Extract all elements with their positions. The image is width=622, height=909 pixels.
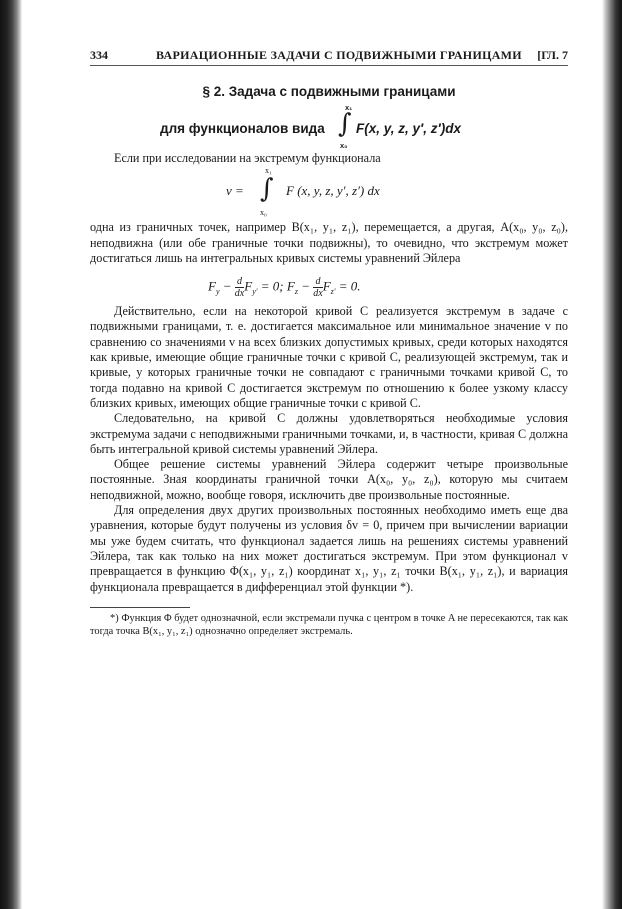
chapter-label: [ГЛ. 7 [537,48,568,62]
euler-eq2: = 0. [335,278,361,294]
subtitle-upper-limit: x₁ [345,103,353,112]
euler-sub4: z′ [330,287,336,297]
formula-lower-limit: x₀ [260,208,267,218]
fraction-numerator: d [313,276,322,288]
book-page [90,48,568,638]
running-title: ВАРИАЦИОННЫЕ ЗАДАЧИ С ПОДВИЖНЫМИ ГРАНИЦАМИ [156,48,522,62]
functional-formula [90,166,568,218]
euler-F4: F [322,278,331,294]
subtitle-integrand: F(x, y, z, y′, z′)dx [356,121,461,136]
header-rule [90,65,568,66]
subtitle-text: для функционалов вида [160,121,325,136]
formula-upper-limit: x₁ [265,166,272,176]
footnote: *) Функция Φ будет однозначной, если экстремали пучка с центром в точке A не пересекаются, так как тогда точка B(x₁, y₁, z₁) однозначно определяет экстремаль. [90,612,568,638]
formula-integrand: F (x, y, z, y′, z′) dx [286,183,380,199]
paragraph-1: Если при исследовании на экстремум функционала [114,151,381,165]
euler-sub1: y [215,287,220,297]
paragraph-4: Следовательно, на кривой C должны удовлетворяться необходимые условия экстремума задачи с неподвижными граничными точками, и, в частности, кривая C должна быть интегральной кривой системы уравнений Эйлера. [90,411,568,456]
subtitle-lower-limit: x₀ [340,141,348,150]
scan-right-edge [602,0,622,909]
euler-minus-1: − [219,278,235,294]
section-title: § 2. Задача с подвижными границами [202,84,456,99]
euler-sub3: z [294,287,298,297]
paragraph-3: Действительно, если на некоторой кривой C реализуется экстремум в задаче с подвижными границами, т. е. достигается максимальное или минимальное значение v по сравнению со значениями v на всех близких допустимых кривых, среди которых находятся как кривые, имеющие общие граничные точки с кривой C, реализующей экстремум, так и кривые, у которых граничные точки не совпадают с граничными точками кривой C, то тогда подавно на кривой C достигается экстремум по отношению к более узкому классу близких кривых, имеющих общие граничные точки с кривой C. [90,304,568,410]
scan-left-edge [0,0,22,909]
running-header [90,48,568,66]
paragraph-2: одна из граничных точек, например B(x₁, y₁, z₁), перемещается, а другая, A(x₀, y₀, z₀), неподвижна (или обе граничные точки подвижны), то очевидно, что экстремум может достигаться лишь на интегральных кривых системы уравнений Эйлера [90,220,568,265]
euler-sub2: y′ [252,287,258,297]
euler-F2: F [244,278,253,294]
euler-eq1: = 0; [257,278,287,294]
euler-F1: F [208,278,216,294]
fraction-d-dx-2 [313,276,322,299]
paragraph-5: Общее решение системы уравнений Эйлера содержит четыре произвольные постоянные. Зная координаты граничной точки A(x₀, y₀, z₀), которую мы считаем неподвижной, можно, вообще говоря, исключить две произвольные постоянные. [90,457,568,502]
page-number: 334 [90,48,108,62]
euler-F3: F [286,278,295,294]
fraction-denominator: dx [234,288,245,300]
paragraph-6: Для определения двух других произвольных постоянных необходимо иметь еще два уравнения, которые будут получены из условия δv = 0, причем при вычислении вариации мы уже будем считать, что функционал задается лишь на решениях системы уравнений Эйлера, так как только на них может достигаться экстремум. При этом функционал v превращается в функцию Φ(x₁, y₁, z₁) координат x₁, y₁, z₁ точки B(x₁, y₁, z₁), и вариация функционала превращается в дифференциал этой функции *). [90,503,568,594]
formula-lhs: v = [226,183,244,199]
fraction-d-dx-1 [235,276,244,299]
euler-equations [90,268,568,302]
integral-sign-icon: ∫ [338,109,352,139]
integral-sign-icon: ∫ [260,174,274,205]
fraction-denominator: dx [313,288,323,300]
euler-equation-line [208,276,361,299]
euler-minus-2: − [297,278,314,294]
section-subtitle [90,103,568,151]
fraction-numerator: d [235,276,244,288]
footnote-rule [90,607,190,608]
